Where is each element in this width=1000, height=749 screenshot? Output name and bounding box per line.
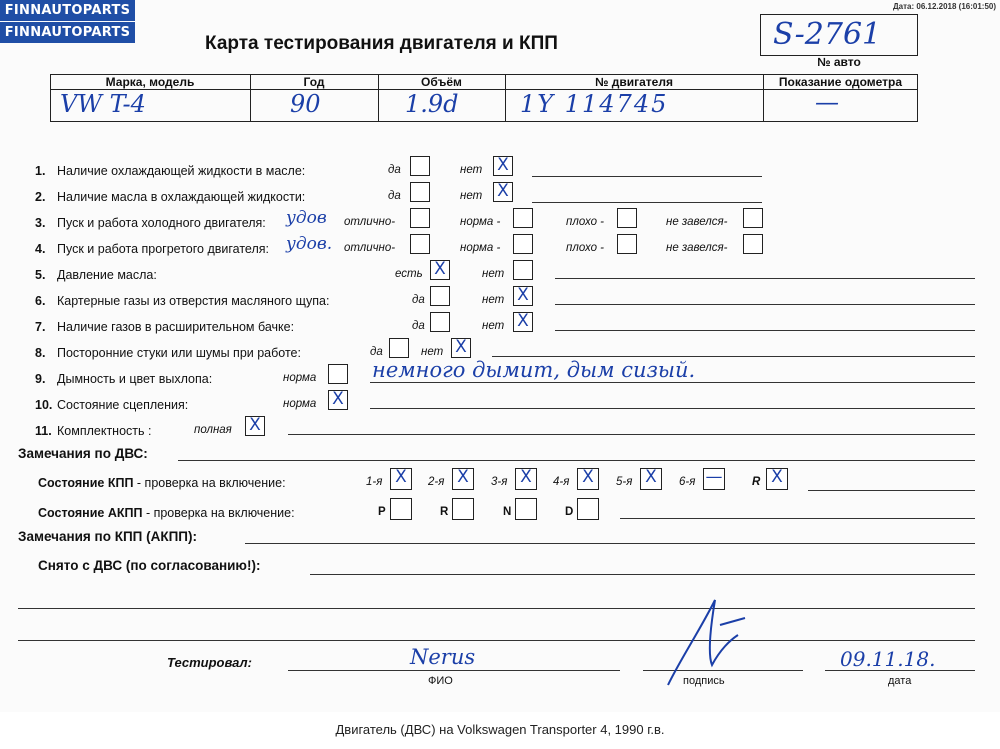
value-engine-number: 1Y 114745 [520, 90, 669, 118]
checkbox[interactable]: X [328, 390, 348, 410]
signature-label: подпись [683, 675, 725, 687]
auto-gear-checkbox[interactable] [515, 498, 537, 520]
answer-line [492, 356, 975, 357]
col-header-model: Марка, модель [105, 75, 195, 89]
checkbox[interactable]: X [245, 416, 265, 436]
value-odometer: — [815, 88, 839, 116]
test-date: 09.11.18. [840, 647, 936, 671]
gear-checkbox[interactable]: X [515, 468, 537, 490]
check-label: Посторонние стуки или шумы при работе: [57, 346, 301, 360]
option-label: да [412, 320, 425, 332]
check-label: Наличие охлаждающей жидкости в масле: [57, 164, 306, 178]
answer-line [288, 434, 975, 435]
answer-line [532, 202, 762, 203]
checkbox[interactable] [410, 208, 430, 228]
gear-label: 3-я [491, 476, 508, 488]
auto-gear-label: P [378, 506, 386, 518]
checkbox[interactable] [743, 234, 763, 254]
answer-line [620, 518, 975, 519]
checkbox[interactable] [743, 208, 763, 228]
value-model: VW T-4 [60, 90, 146, 118]
gear-label: 4-я [553, 476, 570, 488]
name-line [288, 670, 620, 671]
auto-state-bold: Состояние АКПП [38, 506, 143, 520]
answer-line [310, 574, 975, 575]
answer-line [555, 304, 975, 305]
auto-gear-label: R [440, 506, 449, 518]
gear-label: 1-я [366, 476, 383, 488]
gearbox-state-rest: - проверка на включение: [133, 476, 286, 490]
answer-line [178, 460, 975, 461]
check-label: Наличие масла в охлаждающей жидкости: [57, 190, 306, 204]
answer-line [555, 330, 975, 331]
engine-remarks-heading: Замечания по ДВС: [18, 446, 148, 461]
option-label: плохо - [566, 216, 604, 228]
option-label: нет [482, 294, 505, 306]
checkbox[interactable] [430, 286, 450, 306]
auto-gear-checkbox[interactable] [452, 498, 474, 520]
check-label: Дымность и цвет выхлопа: [57, 372, 213, 386]
handwritten-note: удов [286, 208, 327, 228]
check-number: 3. [35, 216, 46, 230]
checkbox[interactable]: X [493, 182, 513, 202]
auto-gear-label: N [503, 506, 512, 518]
checkbox[interactable]: X [513, 286, 533, 306]
option-label: да [388, 164, 401, 176]
gearbox-state-label [38, 476, 286, 490]
image-caption: Двигатель (ДВС) на Volkswagen Transporter 4, 1990 г.в. [335, 722, 665, 737]
option-label: нет [421, 346, 444, 358]
answer-line [808, 490, 975, 491]
checkbox[interactable] [410, 234, 430, 254]
gear-label: R [752, 476, 761, 488]
col-header-year: Год [303, 75, 325, 89]
check-number: 10. [35, 398, 53, 412]
date-label: дата [888, 675, 912, 687]
check-label: Пуск и работа прогретого двигателя: [57, 242, 269, 256]
option-label: не завелся- [666, 216, 728, 228]
value-year: 90 [290, 90, 321, 118]
removed-heading: Снято с ДВС (по согласованию!): [38, 558, 261, 573]
gear-checkbox[interactable]: — [703, 468, 725, 490]
option-label: норма - [460, 216, 501, 228]
check-number: 1. [35, 164, 46, 178]
car-number-value: S-2761 [773, 17, 882, 52]
check-label: Пуск и работа холодного двигателя: [57, 216, 266, 230]
check-number: 4. [35, 242, 46, 256]
gearbox-state-bold: Состояние КПП [38, 476, 134, 490]
check-label: Картерные газы из отверстия масляного щупа: [57, 294, 330, 308]
handwritten-note: удов. [286, 234, 333, 254]
auto-state-rest: - проверка на включение: [142, 506, 295, 520]
gear-label: 2-я [428, 476, 445, 488]
auto-gear-checkbox[interactable] [577, 498, 599, 520]
col-header-volume: Объём [421, 75, 462, 89]
option-label: нет [482, 268, 505, 280]
option-label: есть [395, 268, 423, 280]
gearbox-remarks-heading: Замечания по КПП (АКПП): [18, 529, 197, 544]
answer-line [370, 408, 975, 409]
option-label: не завелся- [666, 242, 728, 254]
page-title: Карта тестирования двигателя и КПП [205, 33, 558, 54]
checkbox[interactable]: X [493, 156, 513, 176]
check-number: 7. [35, 320, 46, 334]
answer-line [370, 382, 975, 383]
option-label: норма [283, 372, 317, 384]
checkbox[interactable] [430, 312, 450, 332]
table-header-divider [50, 89, 918, 90]
option-label: да [388, 190, 401, 202]
check-number: 5. [35, 268, 46, 282]
car-number-label: № авто [817, 55, 861, 69]
checkbox[interactable]: X [451, 338, 471, 358]
gear-checkbox[interactable]: X [766, 468, 788, 490]
tester-name: Nerus [410, 645, 476, 669]
checkbox[interactable] [513, 260, 533, 280]
logo-top: FINNAUTOPARTS [0, 0, 135, 21]
check-label: Комплектность : [57, 424, 152, 438]
check-number: 9. [35, 372, 46, 386]
option-label: норма - [460, 242, 501, 254]
gear-label: 6-я [679, 476, 696, 488]
gear-checkbox[interactable]: X [577, 468, 599, 490]
checkbox[interactable]: X [430, 260, 450, 280]
checkbox[interactable]: X [513, 312, 533, 332]
col-header-engine-number: № двигателя [595, 75, 673, 89]
check-label: Состояние сцепления: [57, 398, 189, 412]
check-number: 6. [35, 294, 46, 308]
option-label: норма [283, 398, 317, 410]
checkbox[interactable] [328, 364, 348, 384]
option-label: плохо - [566, 242, 604, 254]
col-header-odometer: Показание одометра [778, 75, 903, 89]
auto-gear-checkbox[interactable] [390, 498, 412, 520]
option-label: да [370, 346, 383, 358]
gear-checkbox[interactable]: X [640, 468, 662, 490]
gear-checkbox[interactable]: X [390, 468, 412, 490]
checkbox[interactable] [617, 208, 637, 228]
checkbox[interactable] [513, 234, 533, 254]
fio-label: ФИО [428, 675, 453, 687]
check-number: 2. [35, 190, 46, 204]
answer-line [245, 543, 975, 544]
option-label: нет [482, 320, 505, 332]
check-number: 8. [35, 346, 46, 360]
answer-line [18, 640, 975, 641]
value-volume: 1.9d [405, 90, 459, 118]
checkbox[interactable] [617, 234, 637, 254]
option-label: нет [460, 164, 483, 176]
check-label: Давление масла: [57, 268, 157, 282]
gear-checkbox[interactable]: X [452, 468, 474, 490]
date-stamp: Дата: 06.12.2018 (16:01:50) [892, 2, 996, 11]
handwritten-note: немного дымит, дым сизый. [372, 358, 696, 382]
logo-bottom: FINNAUTOPARTS [0, 22, 135, 43]
checkbox[interactable] [389, 338, 409, 358]
car-number-box [760, 14, 918, 56]
option-label: полная [194, 424, 232, 436]
auto-gearbox-state-label [38, 506, 295, 520]
answer-line [555, 278, 975, 279]
checkbox[interactable] [410, 156, 430, 176]
answer-line [18, 608, 975, 609]
auto-gear-label: D [565, 506, 574, 518]
answer-line [532, 176, 762, 177]
option-label: нет [460, 190, 483, 202]
check-label: Наличие газов в расширительном бачке: [57, 320, 295, 334]
option-label: отлично- [344, 242, 396, 254]
checkbox[interactable] [410, 182, 430, 202]
checkbox[interactable] [513, 208, 533, 228]
option-label: отлично- [344, 216, 396, 228]
option-label: да [412, 294, 425, 306]
check-number: 11. [35, 424, 52, 438]
gear-label: 5-я [616, 476, 633, 488]
tested-by-label: Тестировал: [167, 655, 252, 670]
